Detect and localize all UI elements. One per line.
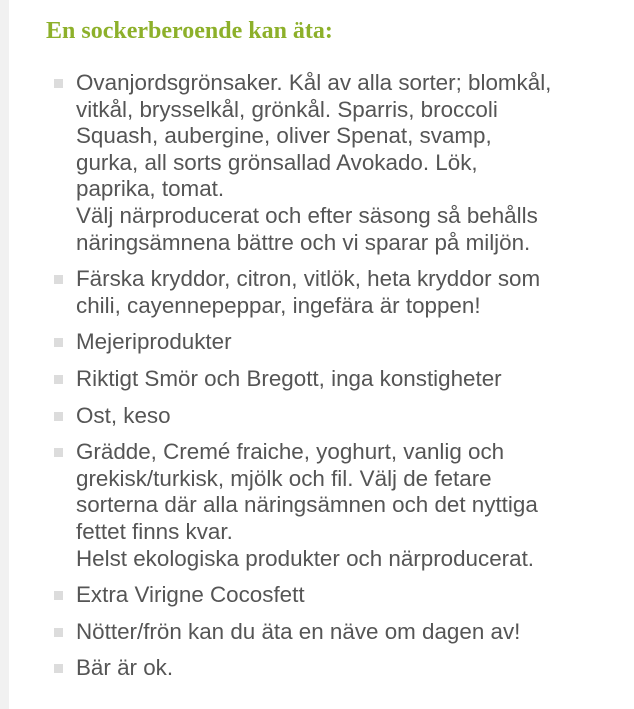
square-bullet-icon	[54, 664, 63, 673]
item-text-line: vitkål, brysselkål, grönkål. Sparris, broccoli	[76, 96, 498, 122]
list-item-vegetables	[46, 70, 634, 256]
square-bullet-icon	[54, 628, 63, 637]
list-item-spices	[46, 266, 634, 319]
section-heading: En sockerberoende kan äta:	[46, 18, 333, 44]
item-text-line: grekisk/turkisk, mjölk och fil. Välj de fetare	[76, 465, 492, 491]
square-bullet-icon	[54, 275, 63, 284]
list-item-butter	[46, 366, 634, 393]
item-text-line: gurka, all sorts grönsallad Avokado. Lök,	[76, 149, 478, 175]
item-text-line: Ovanjordsgrönsaker. Kål av alla sorter; blomkål,	[76, 70, 552, 95]
item-text-line: näringsämnena bättre och vi sparar på miljön.	[76, 229, 531, 255]
item-text-line: chili, cayennepeppar, ingefära är toppen!	[76, 292, 481, 318]
list-item-cream	[46, 439, 634, 572]
square-bullet-icon	[54, 591, 63, 600]
item-text-line: fettet finns kvar.	[76, 518, 233, 544]
item-text-line: Riktigt Smör och Bregott, inga konstigheter	[76, 365, 502, 391]
square-bullet-icon	[54, 79, 63, 88]
square-bullet-icon	[54, 375, 63, 384]
square-bullet-icon	[54, 412, 63, 421]
food-list	[46, 70, 634, 682]
item-text-line: Nötter/frön kan du äta en näve om dagen av!	[76, 618, 521, 644]
item-text-line: Ost, keso	[76, 402, 171, 428]
item-text-line: paprika, tomat.	[76, 176, 225, 202]
item-text-line: Helst ekologiska produkter och närproducerat.	[76, 545, 535, 571]
list-item-cheese	[46, 403, 634, 430]
item-text-line: Välj närproducerat och efter säsong så behålls	[76, 202, 538, 228]
article-content	[46, 16, 634, 692]
item-text-line: Mejeriprodukter	[76, 329, 232, 355]
list-item-berries	[46, 655, 634, 682]
item-text-line: Squash, aubergine, oliver Spenat, svamp,	[76, 123, 492, 149]
list-item-dairy	[46, 329, 634, 356]
left-border	[0, 0, 9, 709]
item-text-line: Bär är ok.	[76, 655, 174, 681]
item-text-line: Färska kryddor, citron, vitlök, heta kryddor som	[76, 266, 541, 292]
list-item-nuts	[46, 619, 634, 646]
item-text-line: sorterna där alla näringsämnen och det nyttiga	[76, 492, 538, 518]
item-text-line: Extra Virigne Cocosfett	[76, 582, 305, 608]
square-bullet-icon	[54, 448, 63, 457]
square-bullet-icon	[54, 338, 63, 347]
item-text-line: Grädde, Cremé fraiche, yoghurt, vanlig och	[76, 439, 505, 465]
list-item-coconut-fat	[46, 582, 634, 609]
